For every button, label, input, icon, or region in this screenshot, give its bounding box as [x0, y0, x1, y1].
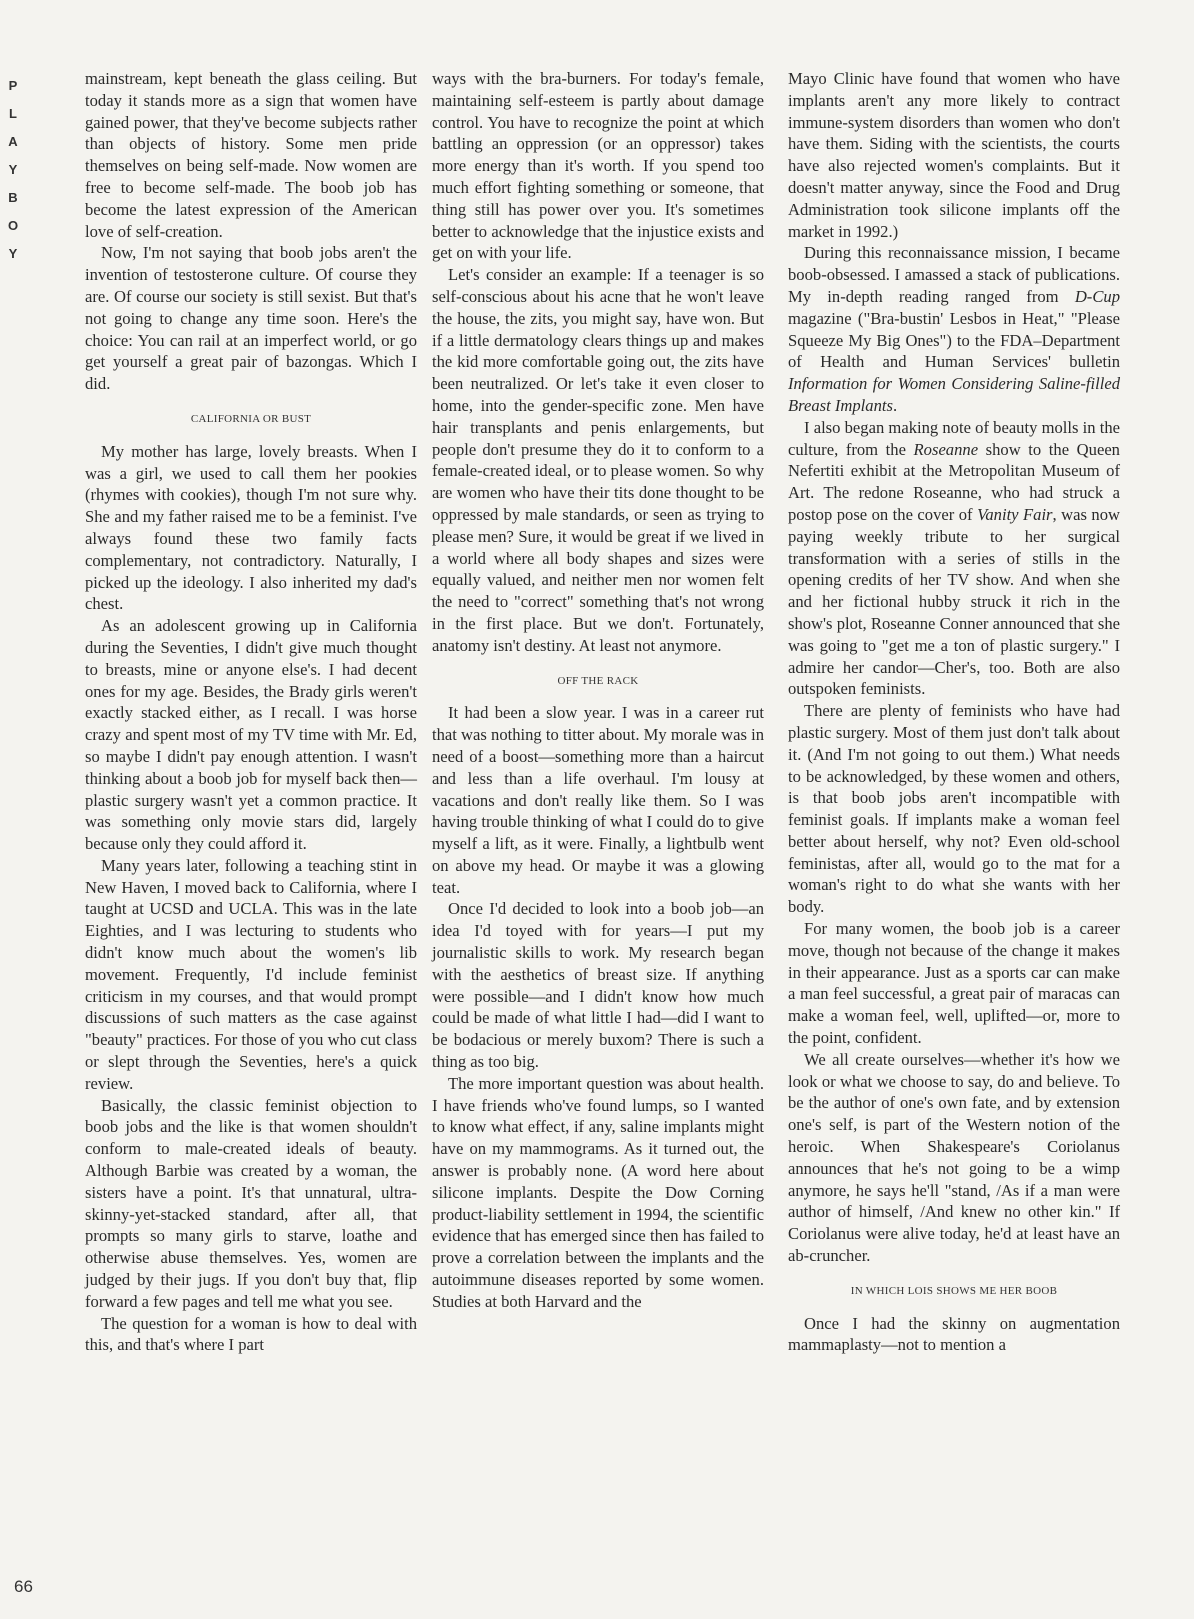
- paragraph: It had been a slow year. I was in a career rut that was nothing to titter about. My morale was in need of a boost—something more than a haircut and less than a life overhaul. I'm lousy at vacations and don't really like them. So I was having trouble thinking of what I could do to give myself a lift, as it were. Finally, a lightbulb went on above my head. Or maybe it was a glowing teat.: [432, 703, 764, 897]
- paragraph: We all create ourselves—whether it's how we look or what we choose to say, do and believe. To be the author of one's own fate, and by extension one's self, is part of the Western notion of the heroic. When Shakespeare's Coriolanus announces that he's not going to be a wimp anymore, he says he'll "stand, /As if a man were author of himself, /And knew no other kin." If Coriolanus were alive today, he'd at least have an ab-cruncher.: [788, 1049, 1120, 1266]
- magazine-letter: O: [7, 218, 19, 233]
- paragraph: Now, I'm not saying that boob jobs aren't the invention of testosterone culture. Of course they are. Of course our society is still sexist. But that's not going to change any time soon. Here's the choice: You can rail at an imperfect world, or go get yourself a great pair of bazongas. Which I did.: [85, 243, 417, 394]
- paragraph: During this reconnaissance mission, I became boob-obsessed. I amassed a stack of publications. My in-depth reading ranged from D-Cup magazine ("Bra-bustin' Lesbos in Heat," "Please Squeeze My Big Ones") to the FDA–Department of Health and Human Services' bulletin Information for Women Considering Saline-filled Breast Implants.: [788, 243, 1120, 415]
- paragraph: Many years later, following a teaching stint in New Haven, I moved back to California, where I taught at UCSD and UCLA. This was in the late Eighties, and I was lecturing to students who didn't know much about the women's lib movement. Frequently, I'd include feminist criticism in my courses, and that would prompt discussions of such matters as the case against "beauty" practices. For those of you who cut class or slept through the Seventies, here's a quick review.: [85, 855, 417, 1093]
- section-heading: OFF THE RACK: [557, 674, 639, 687]
- paragraph: The question for a woman is how to deal with this, and that's where I part: [85, 1313, 417, 1355]
- magazine-letter: A: [8, 134, 18, 149]
- paragraph: mainstream, kept beneath the glass ceiling. But today it stands more as a sign that women have gained power, that they've become subjects rather than objects of history. Some men pride themselves on being self-made. Now women are free to become self-made. The boob job has become the latest expression of the American love of self-creation.: [85, 69, 417, 241]
- paragraph: Once I had the skinny on augmentation mammaplasty—not to mention a: [788, 1313, 1120, 1355]
- magazine-name-vertical: [6, 72, 20, 268]
- paragraph: Let's consider an example: If a teenager is so self-conscious about his acne that he won't leave the house, the zits, you might say, have won. But if a little dermatology clears things up and makes the kid more comfortable going out, the zits have been neutralized. Or let's take it even closer to home, into the gender-specific zone. Men have hair transplants and penis enlargements, but people don't presume they do it to conform to a female-created ideal, or to please women. So why are women who have their tits done thought to be oppressed by male standards, or seen as trying to please men? Sure, it would be great if we lived in a world where all body shapes and sizes were equally valued, and neither men nor women felt the need to "correct" something that's not wrong in the first place. But we don't. Fortunately, anatomy isn't destiny. At least not anymore.: [432, 265, 764, 655]
- page-number: 66: [14, 1577, 33, 1596]
- text-column-1: [85, 68, 417, 1356]
- magazine-letter: Y: [8, 246, 18, 261]
- paragraph: My mother has large, lovely breasts. When I was a girl, we used to call them her pookies (rhymes with cookies), though I'm not sure why. She and my father raised me to be a feminist. I've always found these two family facts complementary, not contradictory. Naturally, I picked up the ideology. I also inherited my dad's chest.: [85, 441, 417, 614]
- magazine-letter: Y: [8, 162, 18, 177]
- magazine-letter: L: [9, 106, 17, 121]
- magazine-letter: B: [8, 190, 18, 205]
- paragraph: For many women, the boob job is a career move, though not because of the change it makes in their appearance. Just as a sports car can make a man feel successful, a great pair of maracas can make a woman feel, well, uplifted—or, more to the point, confident.: [788, 919, 1120, 1048]
- paragraph: There are plenty of feminists who have had plastic surgery. Most of them just don't talk about it. (And I'm not going to out them.) What needs to be acknowledged, by these women and others, is that boob jobs aren't incompatible with feminist goals. If implants make a woman feel better about herself, why not? Even old-school feministas, after all, would go to the mat for a woman's right to do what she wants with her body.: [788, 701, 1120, 917]
- text-column-2: [432, 68, 764, 1313]
- section-heading: IN WHICH LOIS SHOWS ME HER BOOB: [850, 1284, 1058, 1297]
- paragraph: Once I'd decided to look into a boob job—an idea I'd toyed with for years—I put my journalistic skills to work. My research began with the aesthetics of breast size. If anything were possible—and I didn't know how much could be made of what little I had—did I want to be bodacious or merely buxom? There is such a thing as too big.: [432, 899, 764, 1072]
- paragraph: I also began making note of beauty molls in the culture, from the Roseanne show to the Queen Nefertiti exhibit at the Metropolitan Museum of Art. The redone Roseanne, who had struck a postop pose on the cover of Vanity Fair, was now paying weekly tribute to her surgical transformation with a series of stills in the opening credits of her TV show. And when she and her fictional hubby struck it rich in the show's plot, Roseanne Conner announced that she was going to "get me a ton of plastic surgery." I admire her candor—Cher's, too. Both are also outspoken feminists.: [788, 417, 1120, 699]
- section-heading: CALIFORNIA OR BUST: [190, 412, 312, 425]
- paragraph: ways with the bra-burners. For today's female, maintaining self-esteem is partly about damage control. You have to recognize the point at which battling an oppression (or an oppressor) takes more energy than it's worth. If you spend too much effort fighting something or someone, that thing still has power over you. It's sometimes better to acknowledge that the injustice exists and get on with your life.: [432, 69, 764, 263]
- paragraph: Basically, the classic feminist objection to boob jobs and the like is that women shouldn't conform to male-created ideals of beauty. Although Barbie was created by a woman, the sisters have a point. It's that unnatural, ultra-skinny-yet-stacked standard, after all, that prompts so many girls to starve, loathe and otherwise abuse themselves. Yes, women are judged by their jugs. If you don't buy that, flip forward a few pages and tell me what you see.: [85, 1095, 417, 1311]
- magazine-letter: P: [8, 78, 18, 93]
- text-column-3: [788, 68, 1120, 1356]
- paragraph: The more important question was about health. I have friends who've found lumps, so I wanted to know what effect, if any, saline implants might have on my mammograms. As it turned out, the answer is probably none. (A word here about silicone implants. Despite the Dow Corning product-liability settlement in 1994, the scientific evidence that has emerged since then has failed to prove a correlation between the implants and the autoimmune diseases reported by some women. Studies at both Harvard and the: [432, 1073, 764, 1311]
- paragraph: As an adolescent growing up in California during the Seventies, I didn't give much thought to breasts, mine or anyone else's. I had decent ones for my age. Besides, the Brady girls weren't exactly stacked either, as I recall. I was horse crazy and spent most of my TV time with Mr. Ed, so maybe I didn't pay enough attention. I wasn't thinking about a boob job for myself back then—plastic surgery wasn't yet a common practice. It was something only movie stars did, largely because only they could afford it.: [85, 616, 417, 854]
- paragraph: Mayo Clinic have found that women who have implants aren't any more likely to contract immune-system disorders than women who don't have them. Siding with the scientists, the courts have also rejected women's complaints. But it doesn't matter anyway, since the Food and Drug Administration took silicone implants off the market in 1992.): [788, 69, 1120, 241]
